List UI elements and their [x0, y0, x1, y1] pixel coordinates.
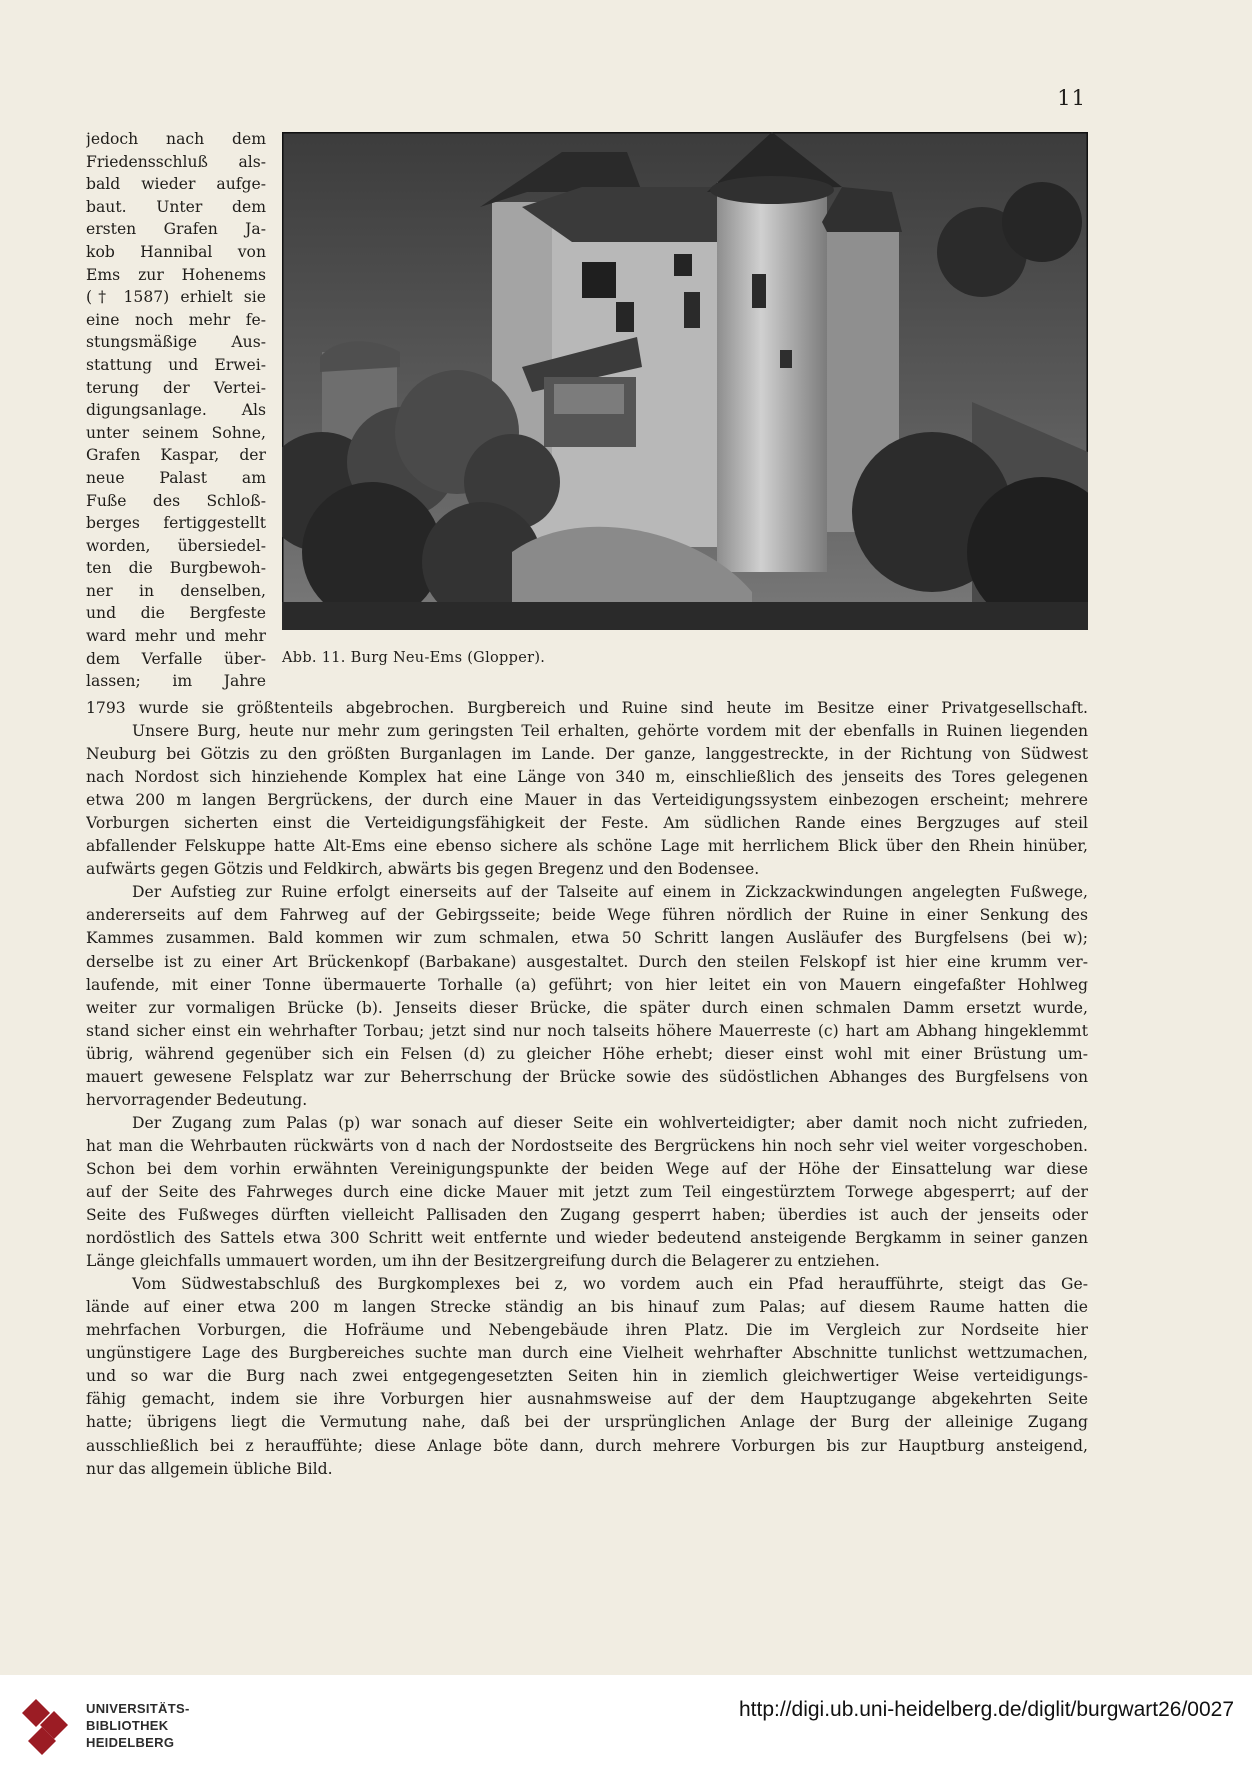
text-line: kob Hannibal von [86, 242, 266, 261]
text-line: baut. Unter dem [86, 197, 266, 216]
text-line: Unsere Burg, heute nur mehr zum geringsten Teil erhalten, gehörte vordem mit der ebenfalls in Ruinen liegenden [132, 722, 1088, 741]
text-line: stattung und Erwei- [86, 355, 266, 374]
text-line: Der Aufstieg zur Ruine erfolgt einerseits auf der Talseite auf einem in Zickzackwindungen angelegten Fußwege, [132, 883, 1088, 902]
text-line: nur das allgemein übliche Bild. [86, 1459, 333, 1478]
text-line: etwa 200 m langen Bergrückens, der durch eine Mauer in das Verteidigungssystem einbezogen erscheint; mehrere [86, 791, 1088, 810]
text-line: hervorragender Bedeutung. [86, 1090, 308, 1109]
text-line: unter seinem Sohne, [86, 423, 266, 442]
text-line: stand sicher einst ein wehrhafter Torbau; jetzt sind nur noch talseits höhere Mauerreste (c) hart am Abhang hingeklemmt [86, 1021, 1088, 1040]
text-line: mehrfachen Vorburgen, die Hofräume und Nebengebäude ihren Platz. Die im Vergleich zur Nordseite hier [86, 1321, 1088, 1340]
text-line: terung der Vertei- [86, 378, 266, 397]
text-line: neue Palast am [86, 468, 266, 487]
text-line: abfallender Felskuppe hatte Alt-Ems eine ebenso sichere als schöne Lage mit herrlichem Blick über den Rhein hinüber, [86, 837, 1088, 856]
text-line: ten die Burgbewoh- [86, 559, 266, 578]
text-line: ner in denselben, [86, 581, 266, 600]
text-line: ungünstigere Lage des Burgbereiches suchte man durch eine Vielheit wehrhafter Abschnitte tunlichst wettzumachen, [86, 1344, 1088, 1363]
text-line: Vorburgen sicherten einst die Verteidigungsfähigkeit der Feste. Am südlichen Rande eines Bergzuges auf steil [86, 814, 1088, 833]
text-line: nach Nordost sich hinziehende Komplex hat eine Länge von 340 m, einschließlich des jenseits des Tores gelegenen [86, 768, 1088, 787]
text-line: stungsmäßige Aus- [86, 333, 266, 352]
text-line: eine noch mehr fe- [86, 310, 266, 329]
text-line: aufwärts gegen Götzis und Feldkirch, abwärts bis gegen Bregenz und den Bodensee. [86, 860, 760, 879]
text-line: bald wieder aufge- [86, 175, 266, 194]
text-line: Länge gleichfalls ummauert worden, um ihn der Besitzergreifung durch die Belagerer zu entziehen. [86, 1252, 880, 1271]
text-line: ausschließlich bei z herauffühte; diese Anlage böte dann, durch mehrere Vorburgen bis zur Hauptburg ansteigend, [86, 1436, 1088, 1455]
body-text [86, 697, 1088, 1481]
text-line: ward mehr und mehr [86, 627, 266, 646]
text-line: andererseits auf dem Fahrweg auf der Gebirgsseite; beide Wege führen nördlich der Ruine in einer Senkung des [86, 906, 1088, 925]
text-line: auf der Seite des Fahrweges durch eine dicke Mauer mit jetzt zum Teil eingestürztem Torwege abgesperrt; auf der [86, 1182, 1088, 1201]
side-column-text [86, 128, 266, 693]
text-line: derselbe ist zu einer Art Brückenkopf (Barbakane) ausgestaltet. Durch den steilen Felskopf ist hier eine krumm ver- [86, 952, 1088, 971]
text-line: († 1587) erhielt sie [86, 288, 266, 307]
castle-photo [282, 132, 1088, 630]
university-logo-icon [22, 1695, 70, 1761]
source-url-link[interactable]: http://digi.ub.uni-heidelberg.de/diglit/burgwart26/0027 [738, 1698, 1234, 1721]
text-line: dem Verfalle über- [86, 649, 266, 668]
text-line: berges fertiggestellt [86, 514, 266, 533]
text-line: Der Zugang zum Palas (p) war sonach auf dieser Seite ein wohlverteidigter; aber damit noch nicht zufrieden, [132, 1113, 1088, 1132]
text-line: weiter zur vormaligen Brücke (b). Jenseits dieser Brücke, die später durch einen schmalen Damm ersetzt wurde, [86, 998, 1088, 1017]
text-line: mauert gewesene Felsplatz war zur Beherrschung der Brücke sowie des südöstlichen Abhanges des Burgfelsens von [86, 1067, 1088, 1086]
text-line: fähig gemacht, indem sie ihre Vorburgen hier ausnahmsweise auf der dem Hauptzugange abgekehrten Seite [86, 1390, 1088, 1409]
text-line: Seite des Fußweges dürften vielleicht Pallisaden den Zugang gesperrt haben; überdies ist auch der jenseits oder [86, 1206, 1088, 1225]
text-line: laufende, mit einer Tonne übermauerte Torhalle (a) geführt; von hier leitet ein von Mauern eingefaßter Hohlweg [86, 975, 1088, 994]
text-line: hat man die Wehrbauten rückwärts von d nach der Nordostseite des Bergrückens hin noch sehr viel weiter vorgeschoben. [86, 1136, 1088, 1155]
text-line: Vom Südwestabschluß des Burgkomplexes bei z, wo vordem auch ein Pfad heraufführte, steigt das Ge- [132, 1275, 1088, 1294]
text-line: Kammes zusammen. Bald kommen wir zum schmalen, etwa 50 Schritt langen Ausläufer des Burgfelsens (bei w); [86, 929, 1088, 948]
library-name-line: BIBLIOTHEK [86, 1718, 169, 1733]
text-line: und so war die Burg nach zwei entgegengesetzten Seiten hin in ziemlich gleichwertiger Weise verteidigungs- [86, 1367, 1088, 1386]
library-name [86, 1700, 190, 1751]
library-name-line: UNIVERSITÄTS- [86, 1701, 190, 1716]
figure-caption: Abb. 11. Burg Neu-Ems (Glopper). [282, 650, 546, 666]
text-line: jedoch nach dem [86, 130, 266, 148]
text-line: übrig, während gegenüber sich ein Felsen (d) zu gleicher Höhe erhebt; dieser einst wohl mit einer Brüstung um- [86, 1044, 1088, 1063]
text-line: digungsanlage. Als [86, 401, 266, 420]
text-line: Fuße des Schloß- [86, 491, 266, 510]
text-line: worden, übersiedel- [86, 536, 266, 555]
text-line: nordöstlich des Sattels etwa 300 Schritt weit entfernte und wieder bedeutend ansteigende Bergkamm in seiner ganzen [86, 1229, 1088, 1248]
text-line: ersten Grafen Ja- [86, 220, 266, 239]
text-line: lände auf einer etwa 200 m langen Strecke ständig an bis hinauf zum Palas; auf diesem Raume hatten die [86, 1298, 1088, 1317]
page-number: 11 [1057, 86, 1086, 110]
text-line: Grafen Kaspar, der [86, 446, 266, 465]
text-line: hatte; übrigens liegt die Vermutung nahe, daß bei der ursprünglichen Anlage der Burg der alleinige Zugang [86, 1413, 1088, 1432]
text-line: 1793 wurde sie größtenteils abgebrochen. Burgbereich und Ruine sind heute im Besitze einer Privatgesellschaft. [86, 699, 1088, 717]
text-line: Schon bei dem vorhin erwähnten Vereinigungspunkte der beiden Wege auf der Höhe der Einsattelung war diese [86, 1159, 1088, 1178]
text-line: und die Bergfeste [86, 604, 266, 623]
text-line: Friedensschluß als- [86, 152, 266, 171]
text-line: Ems zur Hohenems [86, 265, 266, 284]
text-line: lassen; im Jahre [86, 672, 266, 691]
text-line: Neuburg bei Götzis zu den größten Burganlagen im Lande. Der ganze, langgestreckte, in der Richtung von Südwest [86, 745, 1088, 764]
library-name-line: HEIDELBERG [86, 1735, 175, 1750]
